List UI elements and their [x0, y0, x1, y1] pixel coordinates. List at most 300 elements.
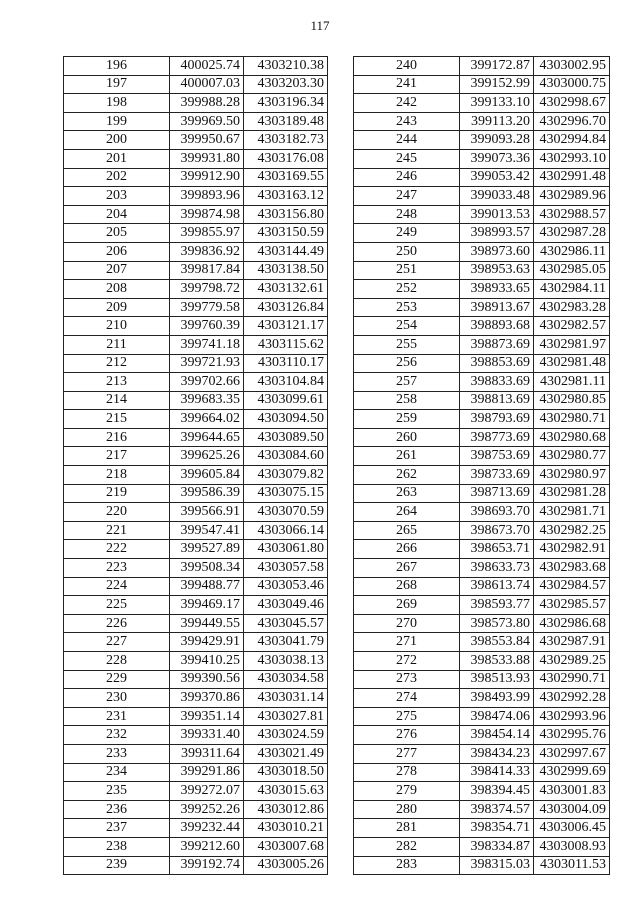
table-row: [64, 410, 328, 429]
table-row: [64, 633, 328, 652]
y-coordinate-cell: 4303005.26: [244, 856, 328, 875]
point-number-cell: 273: [354, 670, 460, 689]
point-number-cell: 238: [64, 837, 170, 856]
x-coordinate-cell: 399527.89: [170, 540, 244, 559]
point-number-cell: 275: [354, 707, 460, 726]
y-coordinate-cell: 4302991.48: [534, 168, 610, 187]
x-coordinate-cell: 398893.68: [460, 317, 534, 336]
y-coordinate-cell: 4303024.59: [244, 726, 328, 745]
y-coordinate-cell: 4302986.11: [534, 242, 610, 261]
x-coordinate-cell: 399469.17: [170, 596, 244, 615]
y-coordinate-cell: 4303163.12: [244, 187, 328, 206]
coordinates-table-right: [353, 56, 610, 875]
x-coordinate-cell: 399779.58: [170, 298, 244, 317]
table-row: [354, 559, 610, 578]
y-coordinate-cell: 4303126.84: [244, 298, 328, 317]
table-row: [354, 112, 610, 131]
y-coordinate-cell: 4302989.96: [534, 187, 610, 206]
point-number-cell: 248: [354, 205, 460, 224]
y-coordinate-cell: 4303099.61: [244, 391, 328, 410]
y-coordinate-cell: 4303150.59: [244, 224, 328, 243]
x-coordinate-cell: 399390.56: [170, 670, 244, 689]
point-number-cell: 197: [64, 75, 170, 94]
y-coordinate-cell: 4303176.08: [244, 149, 328, 168]
y-coordinate-cell: 4303018.50: [244, 763, 328, 782]
x-coordinate-cell: 398454.14: [460, 726, 534, 745]
y-coordinate-cell: 4302996.70: [534, 112, 610, 131]
x-coordinate-cell: 399508.34: [170, 559, 244, 578]
x-coordinate-cell: 399013.53: [460, 205, 534, 224]
point-number-cell: 250: [354, 242, 460, 261]
point-number-cell: 254: [354, 317, 460, 336]
x-coordinate-cell: 399625.26: [170, 447, 244, 466]
x-coordinate-cell: 399605.84: [170, 466, 244, 485]
x-coordinate-cell: 398533.88: [460, 652, 534, 671]
x-coordinate-cell: 399488.77: [170, 577, 244, 596]
y-coordinate-cell: 4303079.82: [244, 466, 328, 485]
y-coordinate-cell: 4302988.57: [534, 205, 610, 224]
table-row: [64, 112, 328, 131]
x-coordinate-cell: 398493.99: [460, 689, 534, 708]
x-coordinate-cell: 398315.03: [460, 856, 534, 875]
y-coordinate-cell: 4303110.17: [244, 354, 328, 373]
table-row: [64, 689, 328, 708]
table-row: [64, 317, 328, 336]
table-row: [64, 224, 328, 243]
point-number-cell: 234: [64, 763, 170, 782]
x-coordinate-cell: 398394.45: [460, 782, 534, 801]
table-row: [64, 168, 328, 187]
table-row: [354, 149, 610, 168]
point-number-cell: 272: [354, 652, 460, 671]
point-number-cell: 210: [64, 317, 170, 336]
table-row: [64, 447, 328, 466]
x-coordinate-cell: 399152.99: [460, 75, 534, 94]
point-number-cell: 270: [354, 614, 460, 633]
y-coordinate-cell: 4303045.57: [244, 614, 328, 633]
y-coordinate-cell: 4303115.62: [244, 335, 328, 354]
point-number-cell: 251: [354, 261, 460, 280]
point-number-cell: 202: [64, 168, 170, 187]
x-coordinate-cell: 399721.93: [170, 354, 244, 373]
y-coordinate-cell: 4303084.60: [244, 447, 328, 466]
point-number-cell: 230: [64, 689, 170, 708]
table-row: [354, 744, 610, 763]
table-row: [64, 373, 328, 392]
point-number-cell: 208: [64, 280, 170, 299]
table-row: [64, 149, 328, 168]
y-coordinate-cell: 4303210.38: [244, 57, 328, 76]
x-coordinate-cell: 398793.69: [460, 410, 534, 429]
point-number-cell: 283: [354, 856, 460, 875]
point-number-cell: 262: [354, 466, 460, 485]
table-row: [354, 726, 610, 745]
table-row: [64, 354, 328, 373]
point-number-cell: 236: [64, 800, 170, 819]
table-row: [64, 205, 328, 224]
x-coordinate-cell: 398973.60: [460, 242, 534, 261]
point-number-cell: 196: [64, 57, 170, 76]
y-coordinate-cell: 4303008.93: [534, 837, 610, 856]
table-row: [64, 559, 328, 578]
x-coordinate-cell: 398933.65: [460, 280, 534, 299]
x-coordinate-cell: 399033.48: [460, 187, 534, 206]
x-coordinate-cell: 399291.86: [170, 763, 244, 782]
table-row: [354, 689, 610, 708]
x-coordinate-cell: 398853.69: [460, 354, 534, 373]
table-row: [354, 763, 610, 782]
table-row: [354, 57, 610, 76]
y-coordinate-cell: 4302980.85: [534, 391, 610, 410]
point-number-cell: 267: [354, 559, 460, 578]
table-row: [354, 540, 610, 559]
x-coordinate-cell: 398434.23: [460, 744, 534, 763]
y-coordinate-cell: 4303012.86: [244, 800, 328, 819]
point-number-cell: 221: [64, 521, 170, 540]
x-coordinate-cell: 399760.39: [170, 317, 244, 336]
point-number-cell: 257: [354, 373, 460, 392]
table-row: [64, 614, 328, 633]
y-coordinate-cell: 4302981.11: [534, 373, 610, 392]
point-number-cell: 199: [64, 112, 170, 131]
y-coordinate-cell: 4303104.84: [244, 373, 328, 392]
point-number-cell: 206: [64, 242, 170, 261]
y-coordinate-cell: 4303011.53: [534, 856, 610, 875]
x-coordinate-cell: 399566.91: [170, 503, 244, 522]
table-row: [354, 224, 610, 243]
x-coordinate-cell: 399664.02: [170, 410, 244, 429]
table-row: [354, 819, 610, 838]
point-number-cell: 213: [64, 373, 170, 392]
y-coordinate-cell: 4302997.67: [534, 744, 610, 763]
point-number-cell: 259: [354, 410, 460, 429]
x-coordinate-cell: 398593.77: [460, 596, 534, 615]
y-coordinate-cell: 4302993.10: [534, 149, 610, 168]
x-coordinate-cell: 399702.66: [170, 373, 244, 392]
x-coordinate-cell: 398633.73: [460, 559, 534, 578]
x-coordinate-cell: 398354.71: [460, 819, 534, 838]
y-coordinate-cell: 4302983.28: [534, 298, 610, 317]
x-coordinate-cell: 399644.65: [170, 428, 244, 447]
y-coordinate-cell: 4303041.79: [244, 633, 328, 652]
x-coordinate-cell: 400025.74: [170, 57, 244, 76]
x-coordinate-cell: 399950.67: [170, 131, 244, 150]
y-coordinate-cell: 4303156.80: [244, 205, 328, 224]
x-coordinate-cell: 398474.06: [460, 707, 534, 726]
table-row: [64, 57, 328, 76]
table-row: [354, 633, 610, 652]
x-coordinate-cell: 399192.74: [170, 856, 244, 875]
point-number-cell: 231: [64, 707, 170, 726]
point-number-cell: 242: [354, 94, 460, 113]
table-row: [354, 131, 610, 150]
x-coordinate-cell: 398573.80: [460, 614, 534, 633]
x-coordinate-cell: 398713.69: [460, 484, 534, 503]
table-row: [64, 94, 328, 113]
point-number-cell: 278: [354, 763, 460, 782]
y-coordinate-cell: 4302980.97: [534, 466, 610, 485]
point-number-cell: 215: [64, 410, 170, 429]
y-coordinate-cell: 4303021.49: [244, 744, 328, 763]
point-number-cell: 265: [354, 521, 460, 540]
point-number-cell: 219: [64, 484, 170, 503]
table-row: [354, 410, 610, 429]
y-coordinate-cell: 4303006.45: [534, 819, 610, 838]
table-row: [64, 837, 328, 856]
y-coordinate-cell: 4302987.91: [534, 633, 610, 652]
point-number-cell: 268: [354, 577, 460, 596]
table-row: [354, 466, 610, 485]
y-coordinate-cell: 4302980.68: [534, 428, 610, 447]
y-coordinate-cell: 4303144.49: [244, 242, 328, 261]
y-coordinate-cell: 4302987.28: [534, 224, 610, 243]
table-row: [354, 75, 610, 94]
y-coordinate-cell: 4302981.28: [534, 484, 610, 503]
y-coordinate-cell: 4303138.50: [244, 261, 328, 280]
table-row: [354, 94, 610, 113]
point-number-cell: 266: [354, 540, 460, 559]
table-row: [354, 168, 610, 187]
x-coordinate-cell: 398693.70: [460, 503, 534, 522]
x-coordinate-cell: 399988.28: [170, 94, 244, 113]
point-number-cell: 264: [354, 503, 460, 522]
point-number-cell: 261: [354, 447, 460, 466]
table-row: [64, 131, 328, 150]
x-coordinate-cell: 399351.14: [170, 707, 244, 726]
y-coordinate-cell: 4302992.28: [534, 689, 610, 708]
y-coordinate-cell: 4302983.68: [534, 559, 610, 578]
y-coordinate-cell: 4303189.48: [244, 112, 328, 131]
point-number-cell: 243: [354, 112, 460, 131]
table-row: [354, 503, 610, 522]
x-coordinate-cell: 399798.72: [170, 280, 244, 299]
x-coordinate-cell: 398673.70: [460, 521, 534, 540]
point-number-cell: 239: [64, 856, 170, 875]
table-row: [64, 707, 328, 726]
x-coordinate-cell: 399547.41: [170, 521, 244, 540]
table-row: [354, 652, 610, 671]
table-row: [354, 335, 610, 354]
point-number-cell: 241: [354, 75, 460, 94]
y-coordinate-cell: 4303075.15: [244, 484, 328, 503]
point-number-cell: 249: [354, 224, 460, 243]
y-coordinate-cell: 4302982.57: [534, 317, 610, 336]
table-row: [354, 317, 610, 336]
table-row: [64, 856, 328, 875]
point-number-cell: 211: [64, 335, 170, 354]
point-number-cell: 227: [64, 633, 170, 652]
x-coordinate-cell: 399893.96: [170, 187, 244, 206]
x-coordinate-cell: 399449.55: [170, 614, 244, 633]
x-coordinate-cell: 399741.18: [170, 335, 244, 354]
y-coordinate-cell: 4302999.69: [534, 763, 610, 782]
x-coordinate-cell: 398953.63: [460, 261, 534, 280]
x-coordinate-cell: 399252.26: [170, 800, 244, 819]
point-number-cell: 218: [64, 466, 170, 485]
y-coordinate-cell: 4303057.58: [244, 559, 328, 578]
x-coordinate-cell: 399053.42: [460, 168, 534, 187]
point-number-cell: 245: [354, 149, 460, 168]
y-coordinate-cell: 4303002.95: [534, 57, 610, 76]
x-coordinate-cell: 399370.86: [170, 689, 244, 708]
point-number-cell: 228: [64, 652, 170, 671]
table-row: [354, 187, 610, 206]
y-coordinate-cell: 4302982.25: [534, 521, 610, 540]
coordinates-table-left: [63, 56, 328, 875]
point-number-cell: 216: [64, 428, 170, 447]
x-coordinate-cell: 399331.40: [170, 726, 244, 745]
y-coordinate-cell: 4302989.25: [534, 652, 610, 671]
y-coordinate-cell: 4303070.59: [244, 503, 328, 522]
table-row: [354, 521, 610, 540]
point-number-cell: 200: [64, 131, 170, 150]
table-row: [64, 782, 328, 801]
table-row: [354, 484, 610, 503]
point-number-cell: 246: [354, 168, 460, 187]
x-coordinate-cell: 399073.36: [460, 149, 534, 168]
x-coordinate-cell: 399683.35: [170, 391, 244, 410]
point-number-cell: 258: [354, 391, 460, 410]
point-number-cell: 263: [354, 484, 460, 503]
y-coordinate-cell: 4302981.71: [534, 503, 610, 522]
x-coordinate-cell: 399311.64: [170, 744, 244, 763]
x-coordinate-cell: 399855.97: [170, 224, 244, 243]
x-coordinate-cell: 399232.44: [170, 819, 244, 838]
y-coordinate-cell: 4303132.61: [244, 280, 328, 299]
table-row: [64, 75, 328, 94]
y-coordinate-cell: 4302982.91: [534, 540, 610, 559]
table-row: [64, 540, 328, 559]
x-coordinate-cell: 399931.80: [170, 149, 244, 168]
point-number-cell: 269: [354, 596, 460, 615]
table-row: [64, 391, 328, 410]
page-number: 117: [310, 18, 330, 33]
point-number-cell: 277: [354, 744, 460, 763]
table-row: [354, 261, 610, 280]
x-coordinate-cell: 398374.57: [460, 800, 534, 819]
table-row: [64, 298, 328, 317]
table-row: [64, 335, 328, 354]
x-coordinate-cell: 399817.84: [170, 261, 244, 280]
y-coordinate-cell: 4302984.57: [534, 577, 610, 596]
table-row: [354, 280, 610, 299]
table-row: [354, 614, 610, 633]
point-number-cell: 229: [64, 670, 170, 689]
x-coordinate-cell: 398833.69: [460, 373, 534, 392]
point-number-cell: 235: [64, 782, 170, 801]
table-row: [354, 707, 610, 726]
point-number-cell: 282: [354, 837, 460, 856]
table-row: [354, 373, 610, 392]
y-coordinate-cell: 4303094.50: [244, 410, 328, 429]
point-number-cell: 220: [64, 503, 170, 522]
table-row: [354, 782, 610, 801]
x-coordinate-cell: 399874.98: [170, 205, 244, 224]
table-row: [354, 354, 610, 373]
x-coordinate-cell: 399912.90: [170, 168, 244, 187]
point-number-cell: 280: [354, 800, 460, 819]
y-coordinate-cell: 4303169.55: [244, 168, 328, 187]
table-row: [354, 298, 610, 317]
point-number-cell: 233: [64, 744, 170, 763]
table-row: [64, 819, 328, 838]
table-row: [64, 577, 328, 596]
point-number-cell: 232: [64, 726, 170, 745]
point-number-cell: 237: [64, 819, 170, 838]
x-coordinate-cell: 398334.87: [460, 837, 534, 856]
y-coordinate-cell: 4302993.96: [534, 707, 610, 726]
y-coordinate-cell: 4303000.75: [534, 75, 610, 94]
table-row: [64, 521, 328, 540]
x-coordinate-cell: 398513.93: [460, 670, 534, 689]
x-coordinate-cell: 398813.69: [460, 391, 534, 410]
x-coordinate-cell: 399969.50: [170, 112, 244, 131]
table-row: [354, 800, 610, 819]
x-coordinate-cell: 398873.69: [460, 335, 534, 354]
x-coordinate-cell: 398913.67: [460, 298, 534, 317]
point-number-cell: 201: [64, 149, 170, 168]
point-number-cell: 255: [354, 335, 460, 354]
table-row: [64, 484, 328, 503]
y-coordinate-cell: 4303061.80: [244, 540, 328, 559]
table-row: [64, 261, 328, 280]
point-number-cell: 252: [354, 280, 460, 299]
y-coordinate-cell: 4302980.71: [534, 410, 610, 429]
y-coordinate-cell: 4303182.73: [244, 131, 328, 150]
point-number-cell: 244: [354, 131, 460, 150]
point-number-cell: 276: [354, 726, 460, 745]
y-coordinate-cell: 4303004.09: [534, 800, 610, 819]
point-number-cell: 253: [354, 298, 460, 317]
x-coordinate-cell: 398653.71: [460, 540, 534, 559]
x-coordinate-cell: 399212.60: [170, 837, 244, 856]
point-number-cell: 217: [64, 447, 170, 466]
point-number-cell: 209: [64, 298, 170, 317]
y-coordinate-cell: 4303027.81: [244, 707, 328, 726]
x-coordinate-cell: 400007.03: [170, 75, 244, 94]
table-row: [354, 596, 610, 615]
point-number-cell: 207: [64, 261, 170, 280]
x-coordinate-cell: 398993.57: [460, 224, 534, 243]
table-row: [354, 391, 610, 410]
y-coordinate-cell: 4302985.05: [534, 261, 610, 280]
x-coordinate-cell: 399113.20: [460, 112, 534, 131]
point-number-cell: 203: [64, 187, 170, 206]
point-number-cell: 212: [64, 354, 170, 373]
x-coordinate-cell: 398613.74: [460, 577, 534, 596]
y-coordinate-cell: 4303038.13: [244, 652, 328, 671]
point-number-cell: 271: [354, 633, 460, 652]
point-number-cell: 222: [64, 540, 170, 559]
table-row: [354, 670, 610, 689]
point-number-cell: 226: [64, 614, 170, 633]
y-coordinate-cell: 4302995.76: [534, 726, 610, 745]
table-row: [64, 763, 328, 782]
table-row: [64, 652, 328, 671]
point-number-cell: 256: [354, 354, 460, 373]
table-row: [64, 466, 328, 485]
table-row: [64, 280, 328, 299]
y-coordinate-cell: 4303001.83: [534, 782, 610, 801]
x-coordinate-cell: 399172.87: [460, 57, 534, 76]
y-coordinate-cell: 4302980.77: [534, 447, 610, 466]
y-coordinate-cell: 4302986.68: [534, 614, 610, 633]
y-coordinate-cell: 4303066.14: [244, 521, 328, 540]
table-row: [354, 577, 610, 596]
table-row: [64, 242, 328, 261]
table-row: [354, 205, 610, 224]
y-coordinate-cell: 4303015.63: [244, 782, 328, 801]
